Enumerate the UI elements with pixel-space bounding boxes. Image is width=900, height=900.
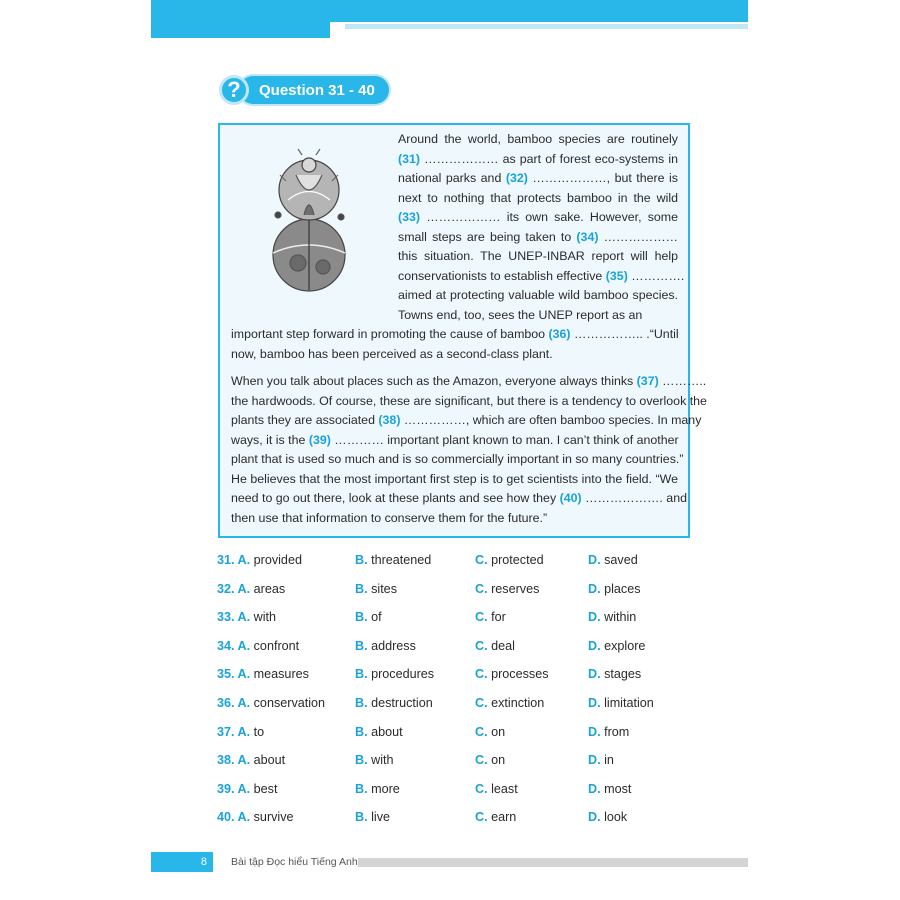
option-text: reserves (487, 581, 540, 596)
option-text: survive (250, 810, 294, 825)
option-text: saved (600, 553, 638, 567)
passage-line (231, 509, 678, 529)
blank-number: (35) (605, 268, 628, 283)
option-c[interactable] (475, 753, 505, 767)
blank-number: (33) (398, 210, 421, 224)
answer-row (217, 722, 697, 751)
answer-row (217, 607, 697, 636)
option-text: destruction (367, 695, 433, 710)
option-key: C. (475, 553, 488, 567)
option-key: 40. A. (217, 810, 251, 825)
option-key: 35. A. (217, 667, 251, 682)
option-text: measures (250, 667, 309, 682)
passage-text: plant that is used so much and is so commercially important in so many countries.” (231, 452, 684, 466)
option-text: within (600, 610, 637, 625)
option-key: 37. A. (217, 724, 251, 739)
option-key: D. (588, 581, 601, 596)
passage-text: …………. (627, 268, 685, 283)
option-d[interactable] (588, 553, 638, 567)
passage-text: now, bamboo has been perceived as a second-class plant. (231, 346, 553, 361)
option-text: least (487, 781, 518, 796)
blank-number: (36) (548, 327, 571, 341)
passage-line (231, 431, 678, 451)
option-text: with (250, 610, 277, 625)
option-text: on (487, 753, 506, 768)
option-b[interactable] (355, 639, 416, 653)
passage-text: conservationists to establish effective (398, 268, 606, 283)
option-d[interactable] (588, 582, 641, 596)
option-b[interactable] (355, 696, 433, 710)
option-key: 39. A. (217, 781, 251, 796)
passage-text: ……………… its own sake. However, some (420, 210, 678, 224)
answer-row (217, 664, 697, 693)
option-key: B. (355, 753, 368, 768)
option-d[interactable] (588, 639, 645, 653)
option-key: C. (475, 581, 488, 596)
passage-line (398, 247, 678, 267)
option-key: B. (355, 581, 368, 596)
passage-wide-text-2 (231, 372, 707, 528)
option-key: C. (475, 781, 488, 796)
option-b[interactable] (355, 725, 403, 739)
option-c[interactable] (475, 782, 518, 796)
option-d[interactable] (588, 696, 654, 710)
passage-text: ways, it is the (231, 432, 309, 447)
option-key: 36. A. (217, 695, 251, 710)
passage-text: this situation. The UNEP-INBAR report will help (398, 249, 678, 263)
blank-number: (32) (505, 171, 528, 185)
option-text: look (600, 810, 628, 825)
passage-text: ………… important plant known to man. I can’t think of another (330, 432, 679, 447)
passage-text: ………………. and (581, 491, 687, 505)
option-key: 34. A. (217, 638, 251, 653)
option-key: C. (475, 695, 488, 710)
option-key: 38. A. (217, 753, 251, 768)
option-key: 33. A. (217, 610, 251, 625)
passage-line (231, 411, 702, 431)
option-a[interactable] (217, 639, 299, 653)
passage-text: Around the world, bamboo species are routinely (398, 132, 678, 146)
option-text: extinction (487, 695, 545, 710)
option-text: places (600, 581, 641, 596)
blank-number: (38) (378, 413, 401, 427)
option-a[interactable] (217, 667, 309, 681)
option-text: areas (250, 581, 286, 596)
passage-text: …………….. .“Until (570, 327, 679, 341)
passage-line (398, 130, 678, 150)
option-key: D. (588, 724, 601, 739)
option-d[interactable] (588, 610, 636, 624)
option-text: address (367, 638, 416, 653)
passage-text: He believes that the most important first step is to get scientists into the field. “We (231, 471, 678, 486)
option-b[interactable] (355, 582, 397, 596)
option-text: procedures (367, 667, 435, 682)
option-key: C. (475, 810, 488, 825)
option-key: B. (355, 610, 368, 625)
option-text: threatened (367, 553, 432, 567)
option-text: protected (487, 553, 544, 567)
option-text: sites (367, 581, 397, 596)
option-c[interactable] (475, 610, 506, 624)
option-key: D. (588, 610, 601, 625)
passage-line (398, 306, 678, 326)
option-text: best (250, 781, 278, 796)
option-key: B. (355, 781, 368, 796)
passage-line (231, 450, 684, 470)
passage-text: small steps are being taken to (398, 229, 577, 244)
option-text: in (600, 753, 614, 768)
option-text: limitation (600, 695, 654, 710)
option-a[interactable] (217, 582, 285, 596)
answer-row (217, 693, 697, 722)
answer-row (217, 550, 697, 579)
passage-line (398, 189, 678, 209)
option-text: of (367, 610, 382, 625)
option-b[interactable] (355, 810, 390, 824)
passage-text: the hardwoods. Of course, these are significant, but there is a tendency to overlook the (231, 393, 707, 408)
option-c[interactable] (475, 696, 544, 710)
option-text: from (600, 724, 630, 739)
passage-line (231, 345, 678, 365)
option-text: confront (250, 638, 300, 653)
option-text: live (367, 810, 390, 825)
passage-text: then use that information to conserve them for the future.” (231, 510, 548, 525)
option-key: C. (475, 610, 488, 625)
option-text: deal (487, 638, 515, 653)
option-key: B. (355, 638, 368, 653)
option-text: processes (487, 667, 549, 682)
option-a[interactable] (217, 696, 325, 710)
option-key: C. (475, 753, 488, 768)
option-text: about (367, 724, 403, 739)
option-a[interactable] (217, 610, 276, 624)
blank-number: (34) (576, 229, 599, 244)
passage-text: important step forward in promoting the cause of bamboo (231, 327, 549, 341)
option-b[interactable] (355, 553, 431, 567)
top-banner-stripe (345, 24, 748, 29)
blank-number: (40) (559, 491, 582, 505)
option-key: 31. A. (217, 553, 251, 567)
blank-number: (31) (398, 151, 421, 166)
question-heading (219, 74, 389, 106)
option-key: B. (355, 667, 368, 682)
passage-line (231, 392, 707, 412)
option-text: on (487, 724, 506, 739)
passage-text: When you talk about places such as the Amazon, everyone always thinks (231, 374, 637, 388)
option-c[interactable] (475, 639, 515, 653)
option-a[interactable] (217, 753, 285, 767)
option-key: D. (588, 695, 601, 710)
page-number: 8 (151, 852, 213, 872)
option-key: C. (475, 667, 488, 682)
passage-text: ……………… as part of forest eco-systems in (420, 151, 678, 166)
passage-text: ……………… (598, 229, 678, 244)
passage-narrow-text (398, 130, 685, 325)
passage-wide-text-1 (231, 325, 678, 364)
passage-line (231, 470, 678, 490)
option-d[interactable] (588, 725, 629, 739)
passage-line (398, 267, 685, 287)
option-key: B. (355, 810, 368, 825)
option-key: D. (588, 781, 601, 796)
passage-line (231, 489, 687, 509)
answer-row (217, 579, 697, 608)
option-key: D. (588, 810, 601, 825)
answer-row (217, 750, 697, 779)
book-title: Bài tập Đọc hiểu Tiếng Anh (231, 856, 358, 868)
option-text: conservation (250, 695, 326, 710)
answer-row (217, 807, 697, 836)
passage-text: Towns end, too, sees the UNEP report as an (398, 307, 643, 322)
option-d[interactable] (588, 810, 627, 824)
option-text: to (250, 724, 265, 739)
blank-number: (37) (636, 374, 659, 388)
option-b[interactable] (355, 782, 400, 796)
option-key: B. (355, 724, 368, 739)
option-a[interactable] (217, 553, 302, 567)
answer-options (217, 550, 697, 836)
option-c[interactable] (475, 582, 539, 596)
option-text: stages (600, 667, 642, 682)
passage-line (398, 286, 678, 306)
option-key: 32. A. (217, 581, 251, 596)
option-c[interactable] (475, 725, 505, 739)
top-banner-slant (318, 22, 330, 38)
option-d[interactable] (588, 782, 631, 796)
option-key: D. (588, 553, 601, 567)
option-a[interactable] (217, 810, 294, 824)
passage-text: need to go out there, look at these plants and see how they (231, 491, 560, 505)
passage-line (398, 150, 678, 170)
passage-line (398, 169, 678, 189)
option-key: D. (588, 667, 601, 682)
bamboo-world-illustration-icon (268, 145, 350, 295)
option-key: C. (475, 724, 488, 739)
passage-text: plants they are associated (231, 413, 379, 427)
option-text: most (600, 781, 632, 796)
option-text: provided (250, 553, 302, 567)
option-a[interactable] (217, 782, 277, 796)
option-a[interactable] (217, 725, 264, 739)
passage-text: national parks and (398, 171, 506, 185)
option-b[interactable] (355, 610, 382, 624)
option-key: C. (475, 638, 488, 653)
option-text: earn (487, 810, 517, 825)
option-text: explore (600, 638, 646, 653)
answer-row (217, 779, 697, 808)
option-key: D. (588, 753, 601, 768)
blank-number: (39) (308, 432, 331, 447)
passage-line (398, 208, 678, 228)
passage-text: ……….. (658, 374, 707, 388)
passage-line (398, 228, 678, 248)
option-b[interactable] (355, 753, 394, 767)
passage-line (231, 372, 707, 392)
passage-line (231, 325, 678, 345)
option-text: about (250, 753, 286, 768)
passage-text: ………………, but there is (527, 171, 678, 185)
option-d[interactable] (588, 753, 614, 767)
passage-text: aimed at protecting valuable wild bamboo species. (398, 288, 678, 302)
answer-row (217, 636, 697, 665)
option-text: more (367, 781, 400, 796)
option-text: with (367, 753, 394, 768)
passage-text: next to nothing that protects bamboo in the wild (398, 190, 678, 205)
option-c[interactable] (475, 553, 544, 567)
option-text: for (487, 610, 506, 625)
question-mark-icon: ? (219, 75, 249, 105)
option-key: B. (355, 553, 368, 567)
footer-bar (358, 858, 748, 867)
option-d[interactable] (588, 667, 641, 681)
option-key: D. (588, 638, 601, 653)
question-title: Question 31 - 40 (239, 76, 389, 104)
option-c[interactable] (475, 667, 549, 681)
option-c[interactable] (475, 810, 516, 824)
option-key: B. (355, 695, 368, 710)
passage-text: ……………, which are often bamboo species. In many (400, 413, 702, 427)
option-b[interactable] (355, 667, 434, 681)
